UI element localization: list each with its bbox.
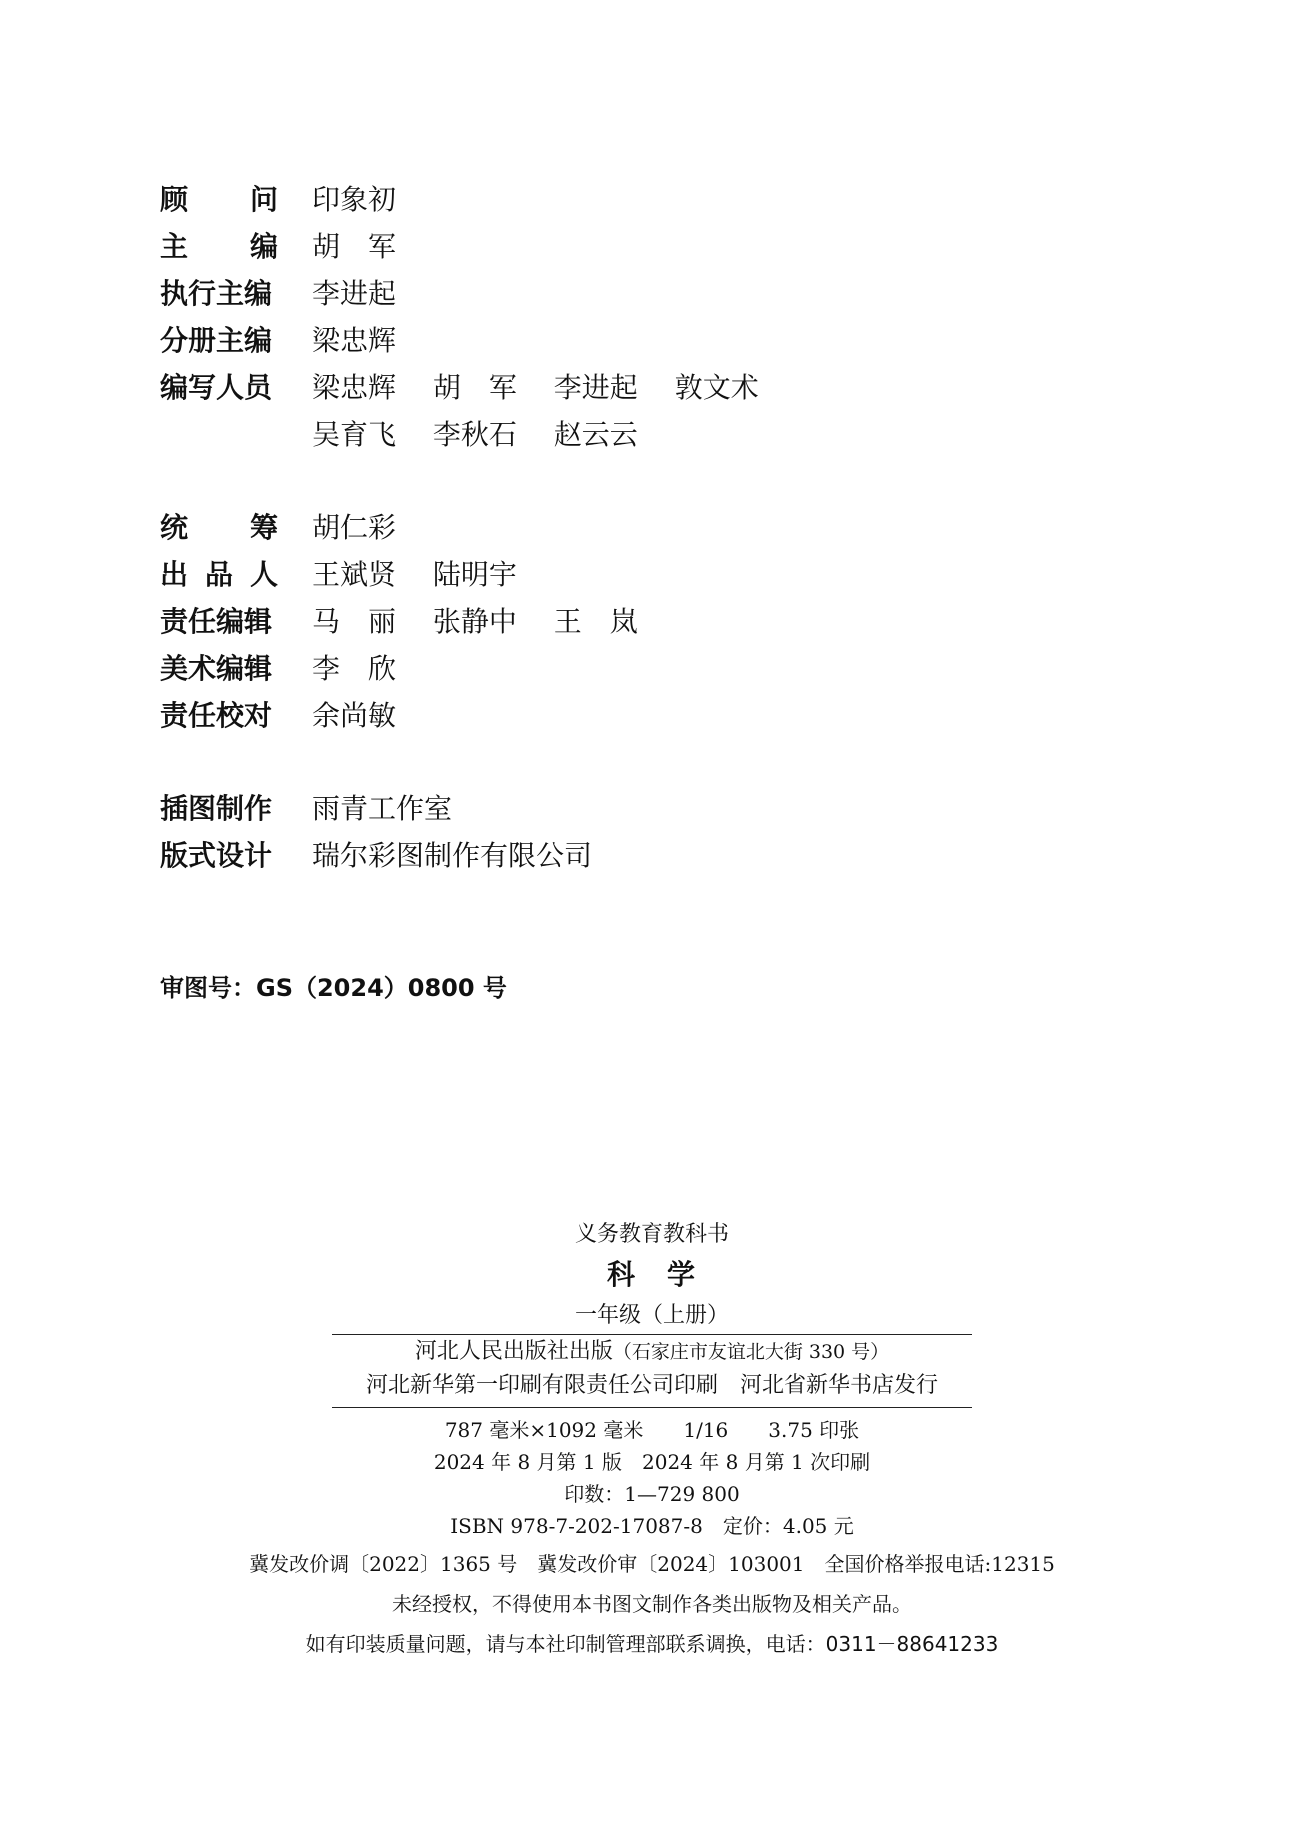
credit-layout-design: [160, 832, 1160, 879]
credit-proofreader: [160, 692, 1160, 739]
credit-executive-editor: [160, 270, 1160, 317]
credit-adviser: [160, 176, 1160, 223]
edition-line: 2024 年 8 月第 1 版 2024 年 8 月第 1 次印刷: [433, 1450, 871, 1474]
credit-label: 责任编辑: [160, 605, 273, 638]
copyright-line: 未经授权，不得使用本书图文制作各类出版物及相关产品。: [392, 1592, 912, 1616]
label-char: 筹: [249, 511, 278, 544]
credit-illustration: [160, 785, 1160, 832]
credit-label: 分册主编: [160, 324, 273, 357]
price-approval-line: 冀发改价调〔2022〕1365 号 冀发改价审〔2024〕103001 全国价格举报电话:12315: [249, 1552, 1055, 1576]
section-gap: [160, 458, 1160, 504]
credit-label: [160, 504, 278, 551]
section-gap: [160, 739, 1160, 785]
credit-label: 编写人员: [160, 371, 273, 404]
credit-label: [160, 223, 278, 270]
label-char: 人: [249, 558, 278, 591]
quality-contact-line: 如有印装质量问题，请与本社印制管理部联系调换，电话：0311－88641233: [305, 1632, 999, 1656]
print-run-line: 印数：1—729 800: [564, 1482, 740, 1506]
isbn-price-line: ISBN 978-7-202-17087-8 定价：4.05 元: [450, 1514, 854, 1538]
label-char: 主: [160, 230, 189, 263]
credit-value: 李进起: [312, 277, 397, 310]
credit-label: 插图制作: [160, 792, 273, 825]
credit-value: 李 欣: [312, 652, 397, 685]
book-title: 科 学: [606, 1258, 697, 1291]
credit-coordinator: [160, 504, 1160, 551]
label-char: 统: [160, 511, 189, 544]
credit-producers: [160, 551, 1160, 598]
credits-list: [160, 176, 1160, 879]
label-char: 问: [249, 183, 278, 216]
grade-volume: 一年级（上册）: [574, 1303, 729, 1328]
colophon: [0, 1218, 1304, 1662]
publisher-address: （石家庄市友谊北大街 330 号）: [612, 1341, 890, 1363]
publisher: 河北人民出版社出版: [414, 1339, 613, 1364]
credit-label: 执行主编: [160, 277, 273, 310]
credit-value: 雨青工作室: [312, 792, 453, 825]
credit-art-editor: [160, 645, 1160, 692]
credit-label: [160, 176, 278, 223]
credit-label: 责任校对: [160, 699, 273, 732]
format-line: 787 毫米×1092 毫米 1/16 3.75 印张: [444, 1418, 860, 1442]
credit-value: 印象初: [312, 183, 397, 216]
map-review-number: 审图号：GS（2024）0800 号: [160, 974, 507, 1002]
credit-value: 梁忠辉 胡 军 李进起 敦文术: [312, 371, 759, 404]
label-char: 品: [204, 558, 233, 591]
credit-writers: [160, 364, 1160, 411]
printer-line: 河北新华第一印刷有限责任公司印刷 河北省新华书店发行: [365, 1373, 938, 1398]
credit-chief-editor: [160, 223, 1160, 270]
credit-volume-editor: [160, 317, 1160, 364]
credit-value: 余尚敏: [312, 699, 397, 732]
credit-label: 美术编辑: [160, 652, 273, 685]
credit-value: 吴育飞 李秋石 赵云云: [312, 418, 638, 451]
credit-label: [160, 551, 278, 598]
credit-label: 版式设计: [160, 839, 273, 872]
credit-value: 梁忠辉: [312, 324, 397, 357]
credit-value: 马 丽 张静中 王 岚: [312, 605, 638, 638]
credit-value: 胡仁彩: [312, 511, 397, 544]
credit-responsible-editors: [160, 598, 1160, 645]
label-char: 出: [160, 558, 189, 591]
label-char: 顾: [160, 183, 189, 216]
credit-value: 王斌贤 陆明宇: [312, 558, 517, 591]
credit-value: 胡 军: [312, 230, 397, 263]
divider: [332, 1407, 972, 1408]
credit-value: 瑞尔彩图制作有限公司: [312, 839, 593, 872]
publisher-line: [0, 1335, 1304, 1369]
series-name: 义务教育教科书: [574, 1222, 729, 1247]
credit-writers-cont: [160, 411, 1160, 458]
label-char: 编: [249, 230, 278, 263]
